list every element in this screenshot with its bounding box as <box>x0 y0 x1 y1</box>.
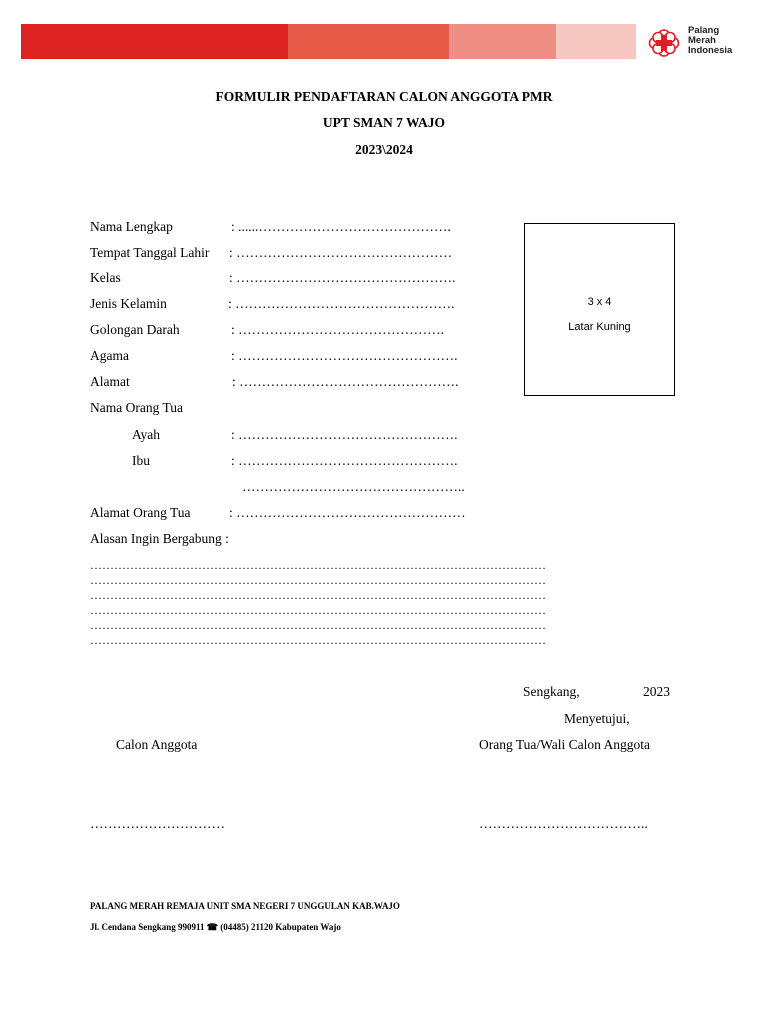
school-name: UPT SMAN 7 WAJO <box>322 115 446 130</box>
footer-address-suffix: (04485) 21120 Kabupaten Wajo <box>220 922 341 932</box>
signature-year: 2023 <box>643 684 670 699</box>
field-input-ibu[interactable]: : …………………………………………. <box>231 453 458 468</box>
header-stripe-segment-4 <box>556 24 636 59</box>
field-label-kelas: Kelas <box>90 270 121 285</box>
field-label-nama-lengkap: Nama Lengkap <box>90 219 173 234</box>
field-input-ttl[interactable]: : ………………………………………… <box>229 245 453 260</box>
header-stripe-segment-3 <box>449 24 556 59</box>
reason-line[interactable]: …………………………………………………………………………………………………… <box>90 558 546 572</box>
field-label-alasan: Alasan Ingin Bergabung : <box>90 531 229 546</box>
signature-right-line[interactable]: ……………………………….. <box>479 816 648 831</box>
reason-line[interactable]: …………………………………………………………………………………………………… <box>90 633 546 647</box>
telephone-icon: ☎ <box>206 922 218 932</box>
reason-line[interactable]: …………………………………………………………………………………………………… <box>90 603 546 617</box>
header-stripe-segment-2 <box>288 24 449 59</box>
field-label-alamat-orang-tua: Alamat Orang Tua <box>90 505 191 520</box>
header-stripe-segment-1 <box>21 24 288 59</box>
field-input-agama[interactable]: : …………………………………………. <box>231 348 458 363</box>
red-cross-flower-icon <box>645 29 683 57</box>
field-input-nama-lengkap[interactable]: : ......……………………………………. <box>231 219 451 234</box>
field-input-alamat-orang-tua[interactable]: : …………………………………………… <box>229 505 466 520</box>
footer-organization: PALANG MERAH REMAJA UNIT SMA NEGERI 7 UNGGULAN KAB.WAJO <box>90 901 400 911</box>
field-input-ibu-extra[interactable]: ………………………………………….. <box>242 479 465 494</box>
pmi-logo <box>645 26 755 58</box>
signature-right-title: Orang Tua/Wali Calon Anggota <box>479 737 651 752</box>
logo-line-1: Palang <box>688 25 720 36</box>
field-input-ayah[interactable]: : …………………………………………. <box>231 427 458 442</box>
field-label-golongan-darah: Golongan Darah <box>90 322 180 337</box>
form-title: FORMULIR PENDAFTARAN CALON ANGGOTA PMR <box>215 89 553 104</box>
signature-approved: Menyetujui, <box>564 711 630 726</box>
photo-box <box>524 223 675 396</box>
field-input-jenis-kelamin[interactable]: : …………………………………………. <box>228 296 455 311</box>
field-label-jenis-kelamin: Jenis Kelamin <box>90 296 167 311</box>
signature-left-line[interactable]: ………………………… <box>90 816 225 831</box>
logo-text <box>688 26 732 56</box>
reason-line[interactable]: …………………………………………………………………………………………………… <box>90 618 546 632</box>
footer-address-prefix: Jl. Cendana Sengkang 990911 <box>90 922 205 932</box>
field-label-agama: Agama <box>90 348 129 363</box>
reason-line[interactable]: …………………………………………………………………………………………………… <box>90 573 546 587</box>
field-input-golongan-darah[interactable]: : ………………………………………. <box>231 322 445 337</box>
field-label-ayah: Ayah <box>132 427 161 442</box>
photo-size: 3 x 4 <box>587 296 612 308</box>
footer-address <box>90 922 341 933</box>
logo-line-3: Indonesia <box>688 45 733 56</box>
field-label-alamat: Alamat <box>90 374 130 389</box>
photo-note: Latar Kuning <box>568 321 631 333</box>
field-label-ibu: Ibu <box>132 453 150 468</box>
logo-line-2: Merah <box>688 35 716 46</box>
field-input-alamat[interactable]: : …………………………………………. <box>232 374 459 389</box>
signature-place: Sengkang, <box>523 684 580 699</box>
signature-left-title: Calon Anggota <box>116 737 198 752</box>
field-input-kelas[interactable]: : …………………………………………. <box>229 270 456 285</box>
school-year: 2023\2024 <box>355 142 413 157</box>
reason-line[interactable]: …………………………………………………………………………………………………… <box>90 588 546 602</box>
field-label-ttl: Tempat Tanggal Lahir <box>90 245 210 260</box>
field-label-nama-orang-tua: Nama Orang Tua <box>90 400 183 415</box>
